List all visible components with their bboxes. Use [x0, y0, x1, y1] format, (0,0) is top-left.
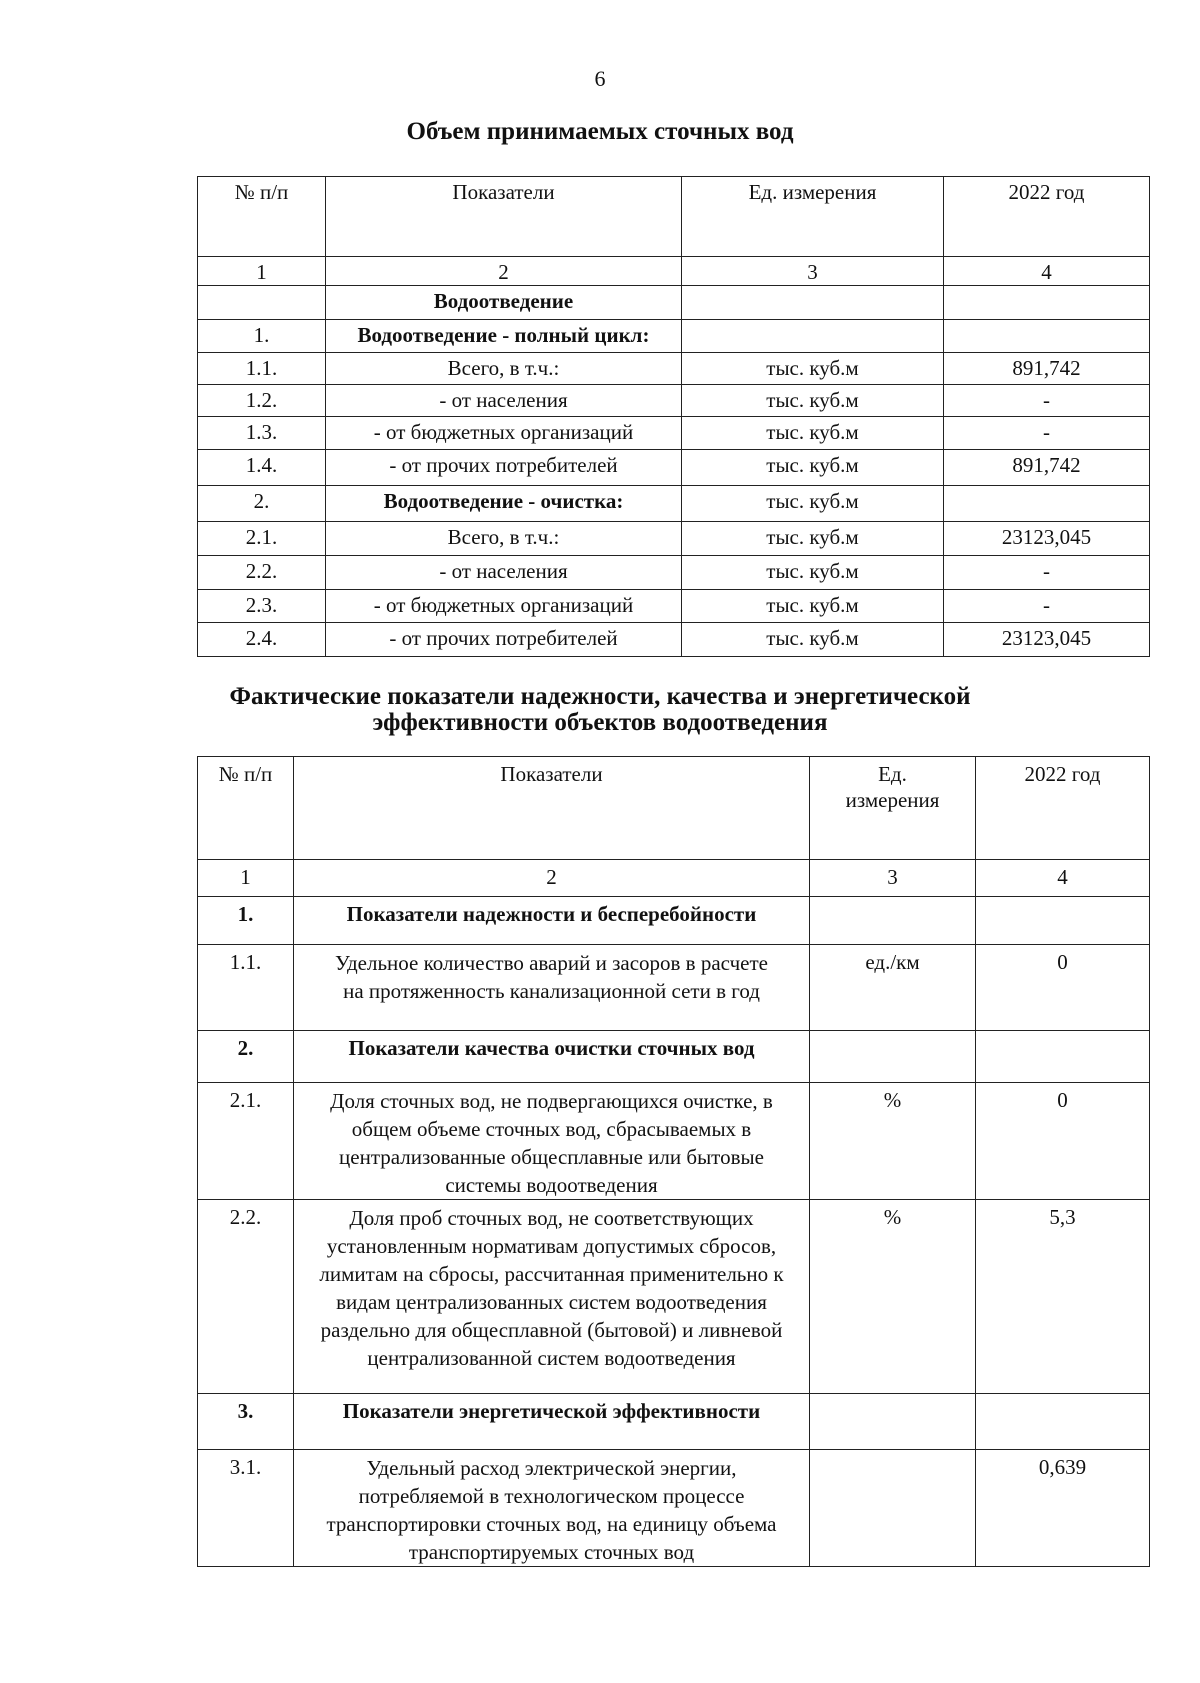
- row-number: 1.: [198, 320, 326, 353]
- section-heading: Показатели надежности и бесперебойности: [294, 897, 810, 945]
- table-row: [198, 556, 1150, 590]
- header-cell: Ед. измерения: [682, 177, 944, 257]
- row-label: Удельный расход электрической энергии, потребляемой в технологическом процессе транспортировки сточных вод, на единицу объема транспортируемых сточных вод: [294, 1450, 810, 1567]
- section-heading: Водоотведение - очистка:: [326, 486, 682, 522]
- table-row: [198, 353, 1150, 385]
- header-cell: Ед. измерения: [810, 757, 976, 860]
- row-label: - от населения: [326, 385, 682, 417]
- row-unit: тыс. куб.м: [682, 417, 944, 450]
- row-value: [976, 1394, 1150, 1450]
- header-cell: 2022 год: [976, 757, 1150, 860]
- row-unit: тыс. куб.м: [682, 556, 944, 590]
- header-cell: Показатели: [326, 177, 682, 257]
- column-number: 1: [198, 257, 326, 286]
- row-unit: [810, 1031, 976, 1083]
- row-unit: %: [810, 1200, 976, 1394]
- row-value: 0,639: [976, 1450, 1150, 1567]
- column-number: 3: [810, 860, 976, 897]
- section-heading: Показатели качества очистки сточных вод: [294, 1031, 810, 1083]
- row-number: 2.2.: [198, 1200, 294, 1394]
- row-unit: [810, 1394, 976, 1450]
- row-value: [944, 286, 1150, 320]
- row-value: 0: [976, 945, 1150, 1031]
- reliability-indicators-table: [197, 756, 1150, 1567]
- table-row: [198, 1031, 1150, 1083]
- table2-title-line: эффективности объектов водоотведения: [372, 709, 828, 736]
- row-unit: тыс. куб.м: [682, 486, 944, 522]
- row-value: [976, 1031, 1150, 1083]
- table1-title: Объем принимаемых сточных вод: [406, 118, 794, 145]
- wastewater-volume-table: [197, 176, 1150, 657]
- header-cell: № п/п: [198, 177, 326, 257]
- row-number: 2.1.: [198, 1083, 294, 1200]
- column-number: 4: [944, 257, 1150, 286]
- row-number: 1.1.: [198, 353, 326, 385]
- row-value: -: [944, 556, 1150, 590]
- table-row: [198, 486, 1150, 522]
- row-number: 1.3.: [198, 417, 326, 450]
- row-value: 23123,045: [944, 623, 1150, 657]
- row-number: 2.2.: [198, 556, 326, 590]
- row-unit: ед./км: [810, 945, 976, 1031]
- table-row: [198, 1394, 1150, 1450]
- row-label: Доля сточных вод, не подвергающихся очистке, в общем объеме сточных вод, сбрасываемых в централизованные общесплавные или бытовые системы водоотведения: [294, 1083, 810, 1200]
- section-heading: Водоотведение - полный цикл:: [326, 320, 682, 353]
- row-unit: [682, 286, 944, 320]
- row-number: [198, 286, 326, 320]
- row-value: -: [944, 590, 1150, 623]
- column-number: 4: [976, 860, 1150, 897]
- table-row: [198, 417, 1150, 450]
- table-row: [198, 623, 1150, 657]
- row-unit: [810, 1450, 976, 1567]
- row-unit: [682, 320, 944, 353]
- table-row: [198, 1083, 1150, 1200]
- row-value: 0: [976, 1083, 1150, 1200]
- row-unit: %: [810, 1083, 976, 1200]
- row-label: Всего, в т.ч.:: [326, 353, 682, 385]
- row-unit: тыс. куб.м: [682, 623, 944, 657]
- row-label: - от прочих потребителей: [326, 623, 682, 657]
- row-value: -: [944, 417, 1150, 450]
- table1-column-numbers: [198, 257, 1150, 286]
- row-value: [944, 320, 1150, 353]
- table-row: [198, 286, 1150, 320]
- row-unit: тыс. куб.м: [682, 353, 944, 385]
- table2-title: [0, 684, 1200, 736]
- row-unit: тыс. куб.м: [682, 450, 944, 486]
- row-number: 1.2.: [198, 385, 326, 417]
- row-number: 2.3.: [198, 590, 326, 623]
- column-number: 1: [198, 860, 294, 897]
- row-unit: [810, 897, 976, 945]
- row-number: 2.1.: [198, 522, 326, 556]
- section-heading: Показатели энергетической эффективности: [294, 1394, 810, 1450]
- row-unit: тыс. куб.м: [682, 590, 944, 623]
- row-unit: тыс. куб.м: [682, 522, 944, 556]
- table-row: [198, 320, 1150, 353]
- row-number: 2.4.: [198, 623, 326, 657]
- row-number: 1.: [198, 897, 294, 945]
- row-label: - от населения: [326, 556, 682, 590]
- table-row: [198, 450, 1150, 486]
- row-value: [944, 486, 1150, 522]
- table-row: [198, 1200, 1150, 1394]
- row-value: 891,742: [944, 450, 1150, 486]
- table-row: [198, 1450, 1150, 1567]
- header-cell: Показатели: [294, 757, 810, 860]
- section-heading: Водоотведение: [326, 286, 682, 320]
- table-row: [198, 385, 1150, 417]
- row-value: [976, 897, 1150, 945]
- table2-title-line: Фактические показатели надежности, качества и энергетической: [229, 683, 971, 710]
- row-number: 3.1.: [198, 1450, 294, 1567]
- row-label: - от бюджетных организаций: [326, 417, 682, 450]
- row-value: 23123,045: [944, 522, 1150, 556]
- row-value: 891,742: [944, 353, 1150, 385]
- header-cell: 2022 год: [944, 177, 1150, 257]
- row-label: Всего, в т.ч.:: [326, 522, 682, 556]
- table-row: [198, 522, 1150, 556]
- column-number: 2: [326, 257, 682, 286]
- column-number: 3: [682, 257, 944, 286]
- table2-header-row: [198, 757, 1150, 860]
- row-number: 3.: [198, 1394, 294, 1450]
- column-number: 2: [294, 860, 810, 897]
- row-number: 2.: [198, 1031, 294, 1083]
- row-number: 1.1.: [198, 945, 294, 1031]
- table-row: [198, 897, 1150, 945]
- row-label: - от прочих потребителей: [326, 450, 682, 486]
- table1-header-row: [198, 177, 1150, 257]
- table2-column-numbers: [198, 860, 1150, 897]
- row-number: 1.4.: [198, 450, 326, 486]
- row-value: -: [944, 385, 1150, 417]
- row-unit: тыс. куб.м: [682, 385, 944, 417]
- row-label: Удельное количество аварий и засоров в расчете на протяженность канализационной сети в год: [294, 945, 810, 1031]
- table-row: [198, 945, 1150, 1031]
- row-number: 2.: [198, 486, 326, 522]
- row-label: Доля проб сточных вод, не соответствующих установленным нормативам допустимых сбросов, лимитам на сбросы, рассчитанная применительно к видам централизованных систем водоотведения раздельно для общесплавной (бытовой) и ливневой централизованной систем водоотведения: [294, 1200, 810, 1394]
- row-label: - от бюджетных организаций: [326, 590, 682, 623]
- header-cell: № п/п: [198, 757, 294, 860]
- table-row: [198, 590, 1150, 623]
- page-number: 6: [594, 66, 606, 91]
- row-value: 5,3: [976, 1200, 1150, 1394]
